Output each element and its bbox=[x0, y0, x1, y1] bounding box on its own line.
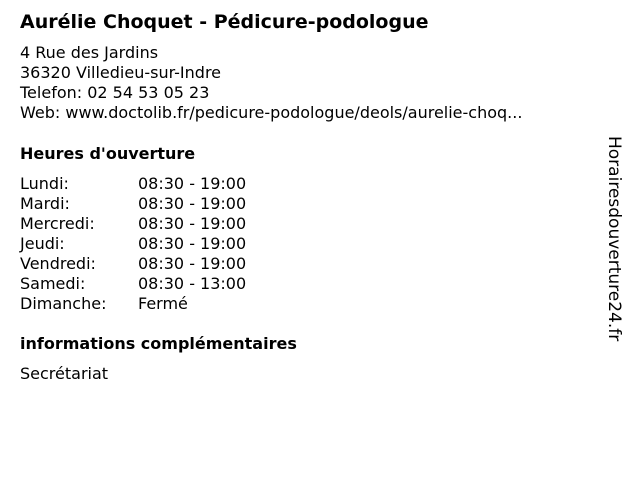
site-brand-vertical: Horairesdouverture24.fr bbox=[604, 136, 624, 342]
time-value: 08:30 - 13:00 bbox=[138, 274, 247, 293]
hours-row-thursday bbox=[20, 234, 280, 254]
hours-row-sunday bbox=[20, 294, 280, 314]
opening-hours-table bbox=[20, 174, 280, 314]
hours-row-tuesday bbox=[20, 194, 280, 214]
hours-heading: Heures d'ouverture bbox=[20, 144, 196, 163]
hours-row-wednesday bbox=[20, 214, 280, 234]
hours-row-friday bbox=[20, 254, 280, 274]
city-address: 36320 Villedieu-sur-Indre bbox=[20, 63, 222, 82]
hours-row-monday bbox=[20, 174, 280, 194]
day-label: Mercredi: bbox=[20, 214, 95, 233]
street-address: 4 Rue des Jardins bbox=[20, 43, 159, 62]
business-title: Aurélie Choquet - Pédicure-podologue bbox=[20, 11, 429, 33]
address-block bbox=[20, 43, 522, 123]
phone-number[interactable]: Telefon: 02 54 53 05 23 bbox=[20, 83, 210, 102]
time-value: 08:30 - 19:00 bbox=[138, 174, 247, 193]
day-label: Dimanche: bbox=[20, 294, 107, 313]
time-value: 08:30 - 19:00 bbox=[138, 214, 247, 233]
time-value: 08:30 - 19:00 bbox=[138, 254, 247, 273]
website-link[interactable]: Web: www.doctolib.fr/pedicure-podologue/deols/aurelie-choq... bbox=[20, 103, 523, 122]
hours-row-saturday bbox=[20, 274, 280, 294]
time-value: Fermé bbox=[138, 294, 188, 313]
info-heading: informations complémentaires bbox=[20, 334, 297, 353]
day-label: Lundi: bbox=[20, 174, 69, 193]
time-value: 08:30 - 19:00 bbox=[138, 194, 247, 213]
day-label: Jeudi: bbox=[20, 234, 65, 253]
time-value: 08:30 - 19:00 bbox=[138, 234, 247, 253]
day-label: Mardi: bbox=[20, 194, 70, 213]
day-label: Vendredi: bbox=[20, 254, 96, 273]
day-label: Samedi: bbox=[20, 274, 86, 293]
info-text: Secrétariat bbox=[20, 364, 109, 383]
